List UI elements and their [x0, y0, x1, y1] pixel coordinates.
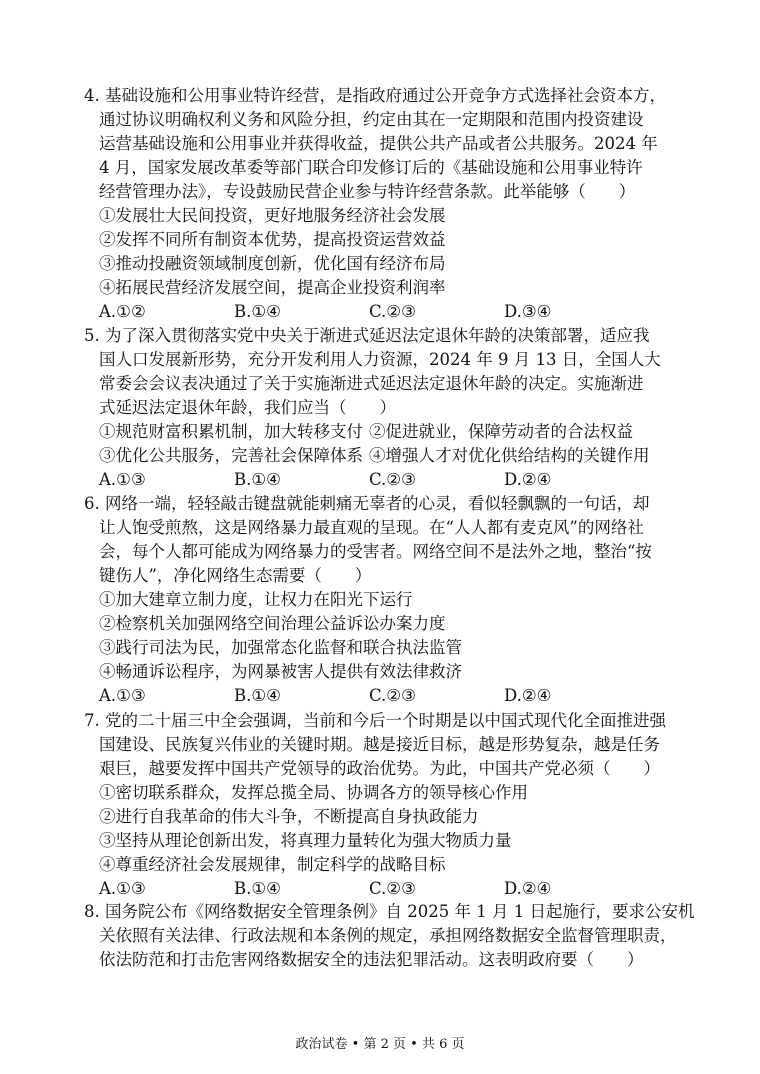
- statement-item: ②发挥不同所有制资本优势，提高投资运营效益: [99, 230, 446, 249]
- statement-item: ②进行自我革命的伟大斗争，不断提高自身执政能力: [99, 807, 479, 826]
- statement-item: ④增强人才对优化供给结构的关键作用: [369, 446, 650, 465]
- option-a: A.①③: [99, 879, 146, 898]
- question-stem-line: 国建设、民族复兴伟业的关键时期。越是接近目标，越是形势复杂，越是任务: [99, 735, 660, 754]
- statement-item: ①加大建章立制力度，让权力在阳光下运行: [99, 590, 413, 609]
- option-c: C.②③: [369, 302, 416, 321]
- question-stem-line: 8. 国务院公布《网络数据安全管理条例》自 2025 年 1 月 1 日起施行，要求公安机: [84, 902, 695, 921]
- question-stem-line: 4. 基础设施和公用事业特许经营，是指政府通过公开竞争方式选择社会资本方，: [84, 86, 666, 105]
- question-stem-line: 键伤人”，净化网络生态需要（ ）: [99, 566, 372, 585]
- question-stem-line: 6. 网络一端，轻轻敲击键盘就能刺痛无辜者的心灵，看似轻飘飘的一句话，却: [84, 494, 650, 513]
- question-8: [84, 900, 695, 972]
- question-stem-line: 运营基础设施和公用事业并获得收益，提供公共产品或者公共服务。2024 年: [99, 134, 658, 153]
- question-stem-line: 艰巨，越要发挥中国共产党领导的政治优势。为此，中国共产党必须（ ）: [99, 759, 660, 778]
- option-b: B.①④: [234, 686, 281, 705]
- page-footer: 政治试卷 • 第 2 页 • 共 6 页: [295, 1037, 465, 1052]
- option-b: B.①④: [234, 470, 281, 489]
- option-c: C.②③: [369, 470, 416, 489]
- option-a: A.①③: [99, 470, 146, 489]
- question-stem-line: 5. 为了深入贯彻落实党中央关于渐进式延迟法定退休年龄的决策部署，适应我: [84, 326, 650, 345]
- statement-pair: [84, 420, 684, 444]
- question-stem-line: 经营管理办法》，专设鼓励民营企业参与特许经营条款。此举能够（ ）: [99, 182, 636, 201]
- question-6: [84, 492, 684, 708]
- statement-item: ①发展壮大民间投资，更好地服务经济社会发展: [99, 206, 446, 225]
- statement-item: ①规范财富积累机制，加大转移支付: [99, 422, 363, 441]
- question-stem-line: 会，每个人都可能成为网络暴力的受害者。网络空间不是法外之地，整治“按: [99, 542, 652, 561]
- question-7: [84, 709, 684, 901]
- option-c: C.②③: [369, 879, 416, 898]
- question-stem-line: 国人口发展新形势，充分开发利用人力资源，2024 年 9 月 13 日，全国人大: [99, 350, 661, 369]
- question-stem-line: 式延迟法定退休年龄，我们应当（ ）: [99, 398, 396, 417]
- question-stem-line: 通过协议明确权利义务和风险分担，约定由其在一定期限和范围内投资建设: [99, 110, 644, 129]
- statement-item: ③坚持从理论创新出发，将真理力量转化为强大物质力量: [99, 831, 512, 850]
- question-stem-line: 关依照有关法律、行政法规和本条例的规定，承担网络数据安全监督管理职责，: [99, 926, 677, 945]
- statement-item: ①密切联系群众，发挥总揽全局、协调各方的领导核心作用: [99, 783, 528, 802]
- option-d: D.②④: [504, 686, 552, 705]
- option-d: D.②④: [504, 879, 552, 898]
- question-4: [84, 84, 684, 324]
- question-stem-line: 4 月，国家发展改革委等部门联合印发修订后的《基础设施和公用事业特许: [99, 158, 643, 177]
- option-b: B.①④: [234, 879, 281, 898]
- question-5: [84, 324, 684, 492]
- option-c: C.②③: [369, 686, 416, 705]
- statement-item: ④畅通诉讼程序，为网暴被害人提供有效法律救济: [99, 662, 462, 681]
- statement-item: ③践行司法为民，加强常态化监督和联合执法监管: [99, 638, 462, 657]
- option-a: A.①③: [99, 686, 146, 705]
- answer-options: [84, 877, 684, 901]
- statement-item: ④尊重经济社会发展规律，制定科学的战略目标: [99, 855, 446, 874]
- answer-options: [84, 468, 684, 492]
- answer-options: [84, 300, 684, 324]
- option-d: D.③④: [504, 302, 552, 321]
- option-b: B.①④: [234, 302, 281, 321]
- answer-options: [84, 684, 684, 708]
- question-stem-line: 7. 党的二十届三中全会强调，当前和今后一个时期是以中国式现代化全面推进强: [84, 711, 666, 730]
- option-a: A.①②: [99, 302, 146, 321]
- statement-item: ③推动投融资领域制度创新，优化国有经济布局: [99, 254, 446, 273]
- question-stem-line: 常委会会议表决通过了关于实施渐进式延迟法定退休年龄的决定。实施渐进: [99, 374, 644, 393]
- statement-pair: [84, 444, 684, 468]
- statement-item: ②检察机关加强网络空间治理公益诉讼办案力度: [99, 614, 446, 633]
- question-stem-line: 依法防范和打击危害网络数据安全的违法犯罪活动。这表明政府要（ ）: [99, 950, 644, 969]
- option-d: D.②④: [504, 470, 552, 489]
- statement-item: ③优化公共服务，完善社会保障体系: [99, 446, 363, 465]
- statement-item: ②促进就业，保障劳动者的合法权益: [369, 422, 633, 441]
- question-stem-line: 让人饱受煎熬，这是网络暴力最直观的呈现。在“人人都有麦克风”的网络社: [99, 518, 644, 537]
- statement-item: ④拓展民营经济发展空间，提高企业投资利润率: [99, 278, 446, 297]
